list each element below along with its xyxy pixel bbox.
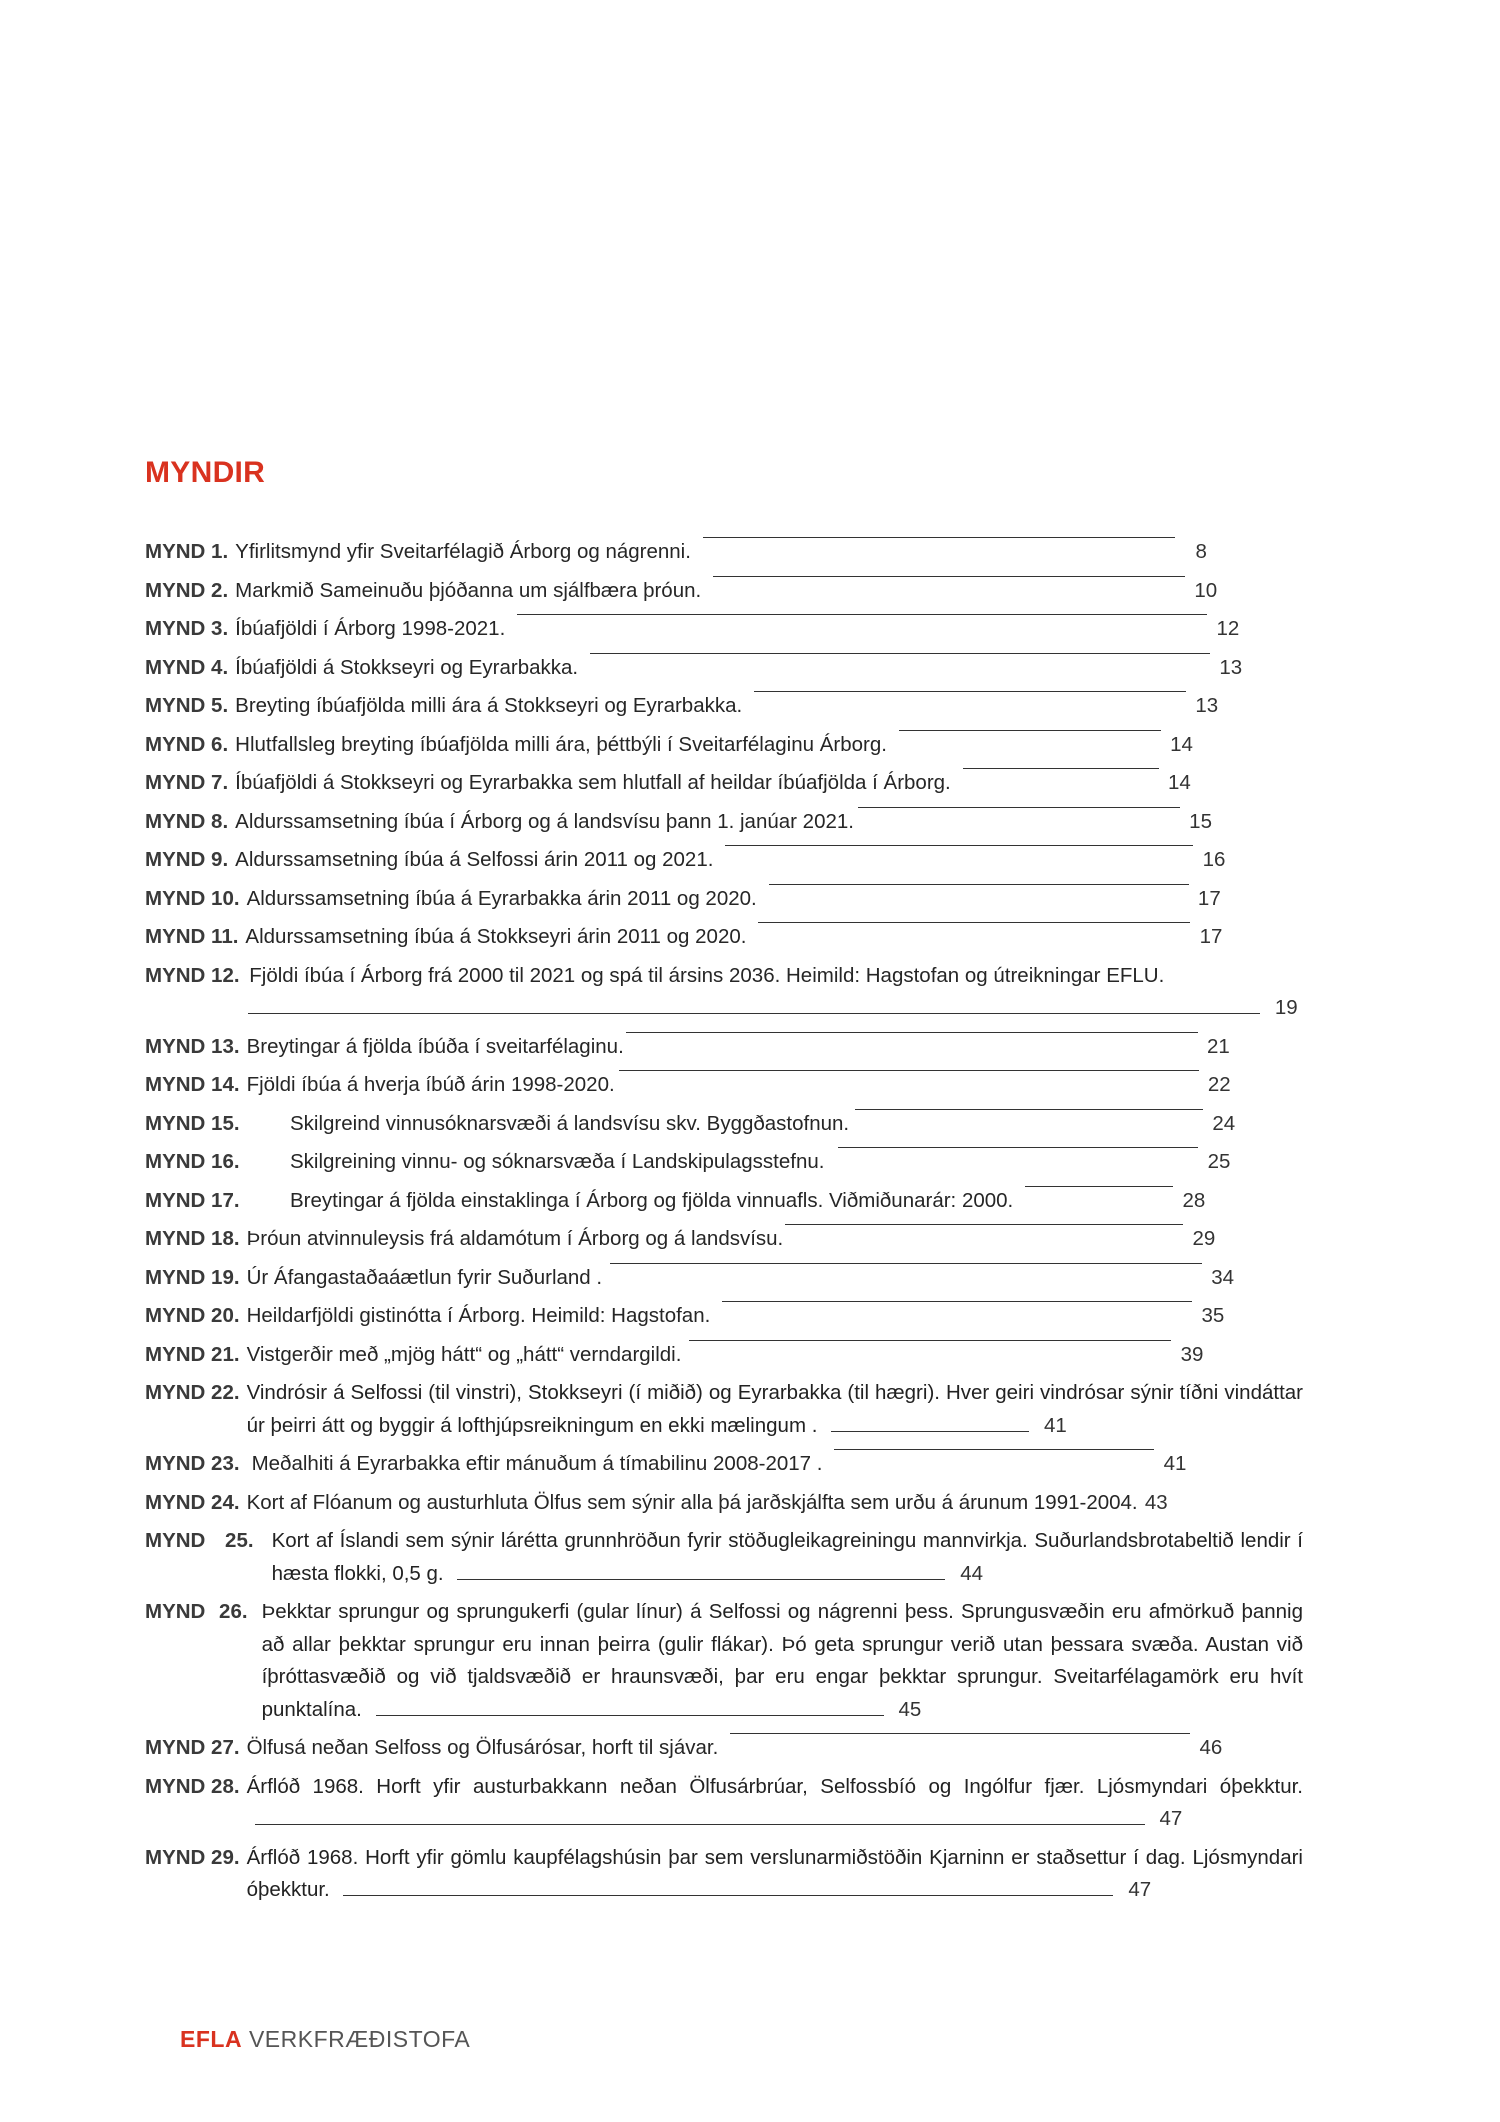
figure-label: MYND 3.	[145, 617, 229, 640]
page-number: 14	[1170, 732, 1193, 756]
toc-entry[interactable]	[145, 613, 1303, 646]
toc-entry[interactable]	[145, 806, 1303, 839]
figure-title: Markmið Sameinuðu þjóðanna um sjálfbæra þróun.	[235, 578, 702, 602]
dot-leader	[769, 883, 1189, 885]
toc-entry[interactable]	[145, 767, 1303, 800]
dot-leader	[831, 1430, 1029, 1432]
page-number: 44	[960, 1561, 984, 1585]
figure-label: MYND 11.	[145, 925, 239, 948]
figure-title: Aldurssamsetning íbúa á Eyrarbakka árin 2011 og 2020.	[246, 886, 757, 910]
page-number: 17	[1199, 925, 1223, 948]
toc-entry[interactable]	[145, 1185, 1303, 1218]
page-title: MYNDIR	[145, 456, 266, 489]
page-number: 21	[1206, 1034, 1230, 1058]
figure-title: Fjöldi íbúa í Árborg frá 2000 til 2021 og spá til ársins 2036. Heimild: Hagstofan og útreikningar EFLU.	[249, 963, 1165, 987]
page-number: 25	[1207, 1150, 1231, 1173]
toc-entry[interactable]	[145, 1377, 1303, 1442]
dot-leader	[834, 1448, 1154, 1450]
figure-title: Aldurssamsetning íbúa á Selfossi árin 2011 og 2021.	[235, 848, 714, 871]
figure-title: Breytingar á fjölda einstaklinga í Árborg og fjölda vinnuafls. Viðmiðunarár: 2000.	[290, 1188, 1014, 1212]
figure-title: Heildarfjöldi gistinótta í Árborg. Heimild: Hagstofan.	[246, 1304, 711, 1327]
toc-entry[interactable]	[145, 1262, 1303, 1295]
toc-entry[interactable]	[145, 652, 1303, 685]
page-number: 43	[1144, 1490, 1168, 1514]
figure-title: Aldurssamsetning íbúa á Stokkseyri árin 2011 og 2020.	[245, 925, 747, 948]
figure-label: MYND 4.	[145, 655, 229, 679]
dot-leader	[689, 1339, 1171, 1341]
toc-entry[interactable]	[145, 1300, 1303, 1333]
toc-entry[interactable]	[145, 575, 1303, 608]
dot-leader	[590, 652, 1210, 654]
page-number: 41	[1044, 1413, 1067, 1437]
toc-entry[interactable]	[145, 960, 1303, 1025]
toc-entry[interactable]	[145, 1842, 1303, 1907]
page-number: 8	[1195, 540, 1207, 563]
figure-label: MYND 27.	[145, 1736, 240, 1759]
page-number: 41	[1163, 1452, 1187, 1475]
dot-leader	[754, 690, 1186, 692]
figure-label: MYND 14.	[145, 1073, 240, 1096]
dot-leader	[758, 921, 1190, 923]
page-number: 34	[1211, 1265, 1235, 1289]
dot-leader	[619, 1069, 1199, 1071]
dot-leader	[722, 1300, 1192, 1302]
figure-list	[145, 536, 1303, 1913]
figure-label: MYND 6.	[145, 732, 229, 756]
page-number: 22	[1207, 1073, 1231, 1096]
figure-title: Íbúafjöldi í Árborg 1998-2021.	[235, 617, 506, 640]
figure-label: MYND 16.	[145, 1150, 240, 1173]
figure-title: Yfirlitsmynd yfir Sveitarfélagið Árborg og nágrenni.	[235, 540, 691, 563]
figure-title: Árflóð 1968. Horft yfir austurbakkann neðan Ölfusárbrúar, Selfossbíó og Ingólfur fjær. Ljósmyndari óþekktur. 47	[247, 1771, 1303, 1836]
page-number: 29	[1192, 1227, 1216, 1250]
figure-label: MYND 29.	[145, 1845, 240, 1869]
figure-title: Aldurssamsetning íbúa í Árborg og á landsvísu þann 1. janúar 2021.	[235, 809, 854, 833]
dot-leader	[1025, 1185, 1173, 1187]
page-number: 14	[1167, 771, 1191, 794]
brand-subtitle: VERKFRÆÐISTOFA	[248, 2026, 471, 2052]
page-number: 12	[1216, 617, 1240, 640]
dot-leader	[963, 767, 1159, 769]
figure-title: Hlutfallsleg breyting íbúafjölda milli ára, þéttbýli í Sveitarfélaginu Árborg.	[235, 732, 887, 756]
figure-title: Vistgerðir með „mjög hátt“ og „hátt“ verndargildi.	[246, 1342, 682, 1366]
toc-entry[interactable]	[145, 1487, 1303, 1520]
figure-label: MYND 18.	[145, 1227, 240, 1250]
page-number: 47	[1159, 1807, 1183, 1830]
dot-leader	[343, 1894, 1113, 1896]
dot-leader	[725, 844, 1193, 846]
toc-entry[interactable]	[145, 1448, 1303, 1481]
page-number: 13	[1219, 655, 1243, 679]
toc-entry[interactable]	[145, 1146, 1303, 1179]
figure-title: Úr Áfangastaðaáætlun fyrir Suðurland .	[246, 1265, 603, 1289]
figure-title: Meðalhiti á Eyrarbakka eftir mánuðum á tímabilinu 2008-2017 .	[251, 1452, 823, 1475]
page-number: 24	[1212, 1111, 1236, 1135]
figure-label: MYND 9.	[145, 848, 229, 871]
figure-title: Breyting íbúafjölda milli ára á Stokkseyri og Eyrarbakka.	[235, 694, 743, 717]
figure-label: MYND 17.	[145, 1188, 240, 1212]
toc-entry[interactable]	[145, 1031, 1303, 1064]
figure-label: MYND 20.	[145, 1304, 240, 1327]
figure-title: Þróun atvinnuleysis frá aldamótum í Árborg og á landsvísu.	[246, 1227, 784, 1250]
figure-label: MYND 1.	[145, 540, 229, 563]
dot-leader	[730, 1732, 1190, 1734]
footer-logo	[180, 2026, 470, 2053]
figure-label: MYND 12.	[145, 963, 240, 987]
toc-entry[interactable]	[145, 883, 1303, 916]
figure-title: Breytingar á fjölda íbúða í sveitarfélaginu.	[246, 1034, 624, 1058]
figure-title: Ölfusá neðan Selfoss og Ölfusárósar, horft til sjávar.	[246, 1736, 719, 1759]
toc-entry[interactable]	[145, 690, 1303, 723]
page-number: 45	[898, 1697, 922, 1721]
dot-leader	[626, 1031, 1198, 1033]
dot-leader	[517, 613, 1207, 615]
figure-label: MYND 7.	[145, 771, 229, 794]
figure-label: MYND 28.	[145, 1774, 240, 1798]
figure-title: Íbúafjöldi á Stokkseyri og Eyrarbakka sem hlutfall af heildar íbúafjölda í Árborg.	[235, 771, 951, 794]
figure-label: MYND 26.	[145, 1600, 248, 1623]
toc-entry[interactable]	[145, 1108, 1303, 1141]
dot-leader	[899, 729, 1161, 731]
figure-title: Fjöldi íbúa á hverja íbúð árin 1998-2020.	[246, 1073, 615, 1096]
figure-label: MYND 5.	[145, 694, 229, 717]
dot-leader	[610, 1262, 1202, 1264]
figure-label: MYND 13.	[145, 1034, 240, 1058]
page-number: 47	[1128, 1878, 1152, 1901]
dot-leader	[376, 1714, 884, 1716]
dot-leader	[703, 536, 1175, 538]
figure-title: Þekktar sprungur og sprungukerfi (gular línur) á Selfossi og nágrenni þess. Sprungusvæðin eru afmörkuð þannig að allar þekktar sprungur eru innan þeirra (gulir flákar). Þó geta sprungur verið utan þessara svæða. Austan við íþróttasvæðið og við tjaldsvæðið er hraunsvæði, þar eru engar þekktar sprungur. Sveitarfélagamörk eru hvít punktalína. 45	[262, 1596, 1303, 1726]
figure-title: Kort af Íslandi sem sýnir lárétta grunnhröðun fyrir stöðugleikagreiningu mannvirkja. Suðurlandsbrotabeltið lendir í hæsta flokki, 0,5 g. 44	[272, 1525, 1303, 1590]
figure-title: Íbúafjöldi á Stokkseyri og Eyrarbakka.	[235, 655, 579, 679]
toc-entry[interactable]	[145, 1069, 1303, 1102]
toc-entry[interactable]	[145, 844, 1303, 877]
figure-label: MYND 8.	[145, 809, 229, 833]
page-number: 39	[1180, 1342, 1204, 1366]
page-number: 17	[1197, 886, 1221, 910]
page-number: 13	[1195, 694, 1219, 717]
toc-entry[interactable]	[145, 1732, 1303, 1765]
page-number: 16	[1202, 848, 1226, 871]
dot-leader	[248, 1012, 1260, 1014]
figure-label: MYND 21.	[145, 1342, 240, 1366]
page-number: 19	[1274, 996, 1298, 1019]
page-number: 28	[1182, 1188, 1206, 1212]
figure-title: Skilgreind vinnusóknarsvæði á landsvísu skv. Byggðastofnun.	[290, 1111, 850, 1135]
toc-entry[interactable]	[145, 1596, 1303, 1726]
dot-leader	[713, 575, 1185, 577]
figure-title: Árflóð 1968. Horft yfir gömlu kaupfélagshúsin þar sem verslunarmiðstöðin Kjarninn er staðsettur í dag. Ljósmyndari óþekktur. 47	[247, 1842, 1303, 1907]
figure-label: MYND 23.	[145, 1452, 240, 1475]
figure-label: MYND 24.	[145, 1490, 240, 1514]
toc-entry[interactable]	[145, 1223, 1303, 1256]
page-number: 46	[1199, 1736, 1223, 1759]
dot-leader	[838, 1146, 1198, 1148]
figure-label: MYND 2.	[145, 578, 229, 602]
figure-label: MYND 10.	[145, 886, 240, 910]
page-number: 15	[1189, 809, 1212, 833]
toc-entry[interactable]	[145, 1339, 1303, 1372]
figure-label: MYND 22.	[145, 1381, 240, 1404]
toc-entry[interactable]	[145, 1771, 1303, 1836]
toc-entry[interactable]	[145, 921, 1303, 954]
toc-entry[interactable]	[145, 1525, 1303, 1590]
figure-label: MYND 25.	[145, 1529, 254, 1552]
dot-leader	[785, 1223, 1183, 1225]
toc-entry[interactable]	[145, 729, 1303, 762]
toc-entry[interactable]	[145, 536, 1303, 569]
figure-title: Kort af Flóanum og austurhluta Ölfus sem sýnir alla þá jarðskjálfta sem urðu á árunum 1991-2004.	[246, 1490, 1138, 1514]
brand-name: EFLA	[180, 2026, 243, 2052]
figure-title: Vindrósir á Selfossi (til vinstri), Stokkseyri (í miðið) og Eyrarbakka (til hægri). Hver geiri vindrósar sýnir tíðni vindáttar úr þeirri átt og byggir á lofthjúpsreikningum en ekki mælingum . 41	[247, 1377, 1303, 1442]
figure-title: Skilgreining vinnu- og sóknarsvæða í Landskipulagsstefnu.	[290, 1150, 825, 1173]
dot-leader	[858, 806, 1180, 808]
dot-leader	[255, 1823, 1145, 1825]
dot-leader	[855, 1108, 1203, 1110]
page-number: 10	[1194, 578, 1218, 602]
figure-label: MYND 15.	[145, 1111, 240, 1135]
dot-leader	[457, 1578, 945, 1580]
page-number: 35	[1201, 1304, 1225, 1327]
figure-label: MYND 19.	[145, 1265, 240, 1289]
